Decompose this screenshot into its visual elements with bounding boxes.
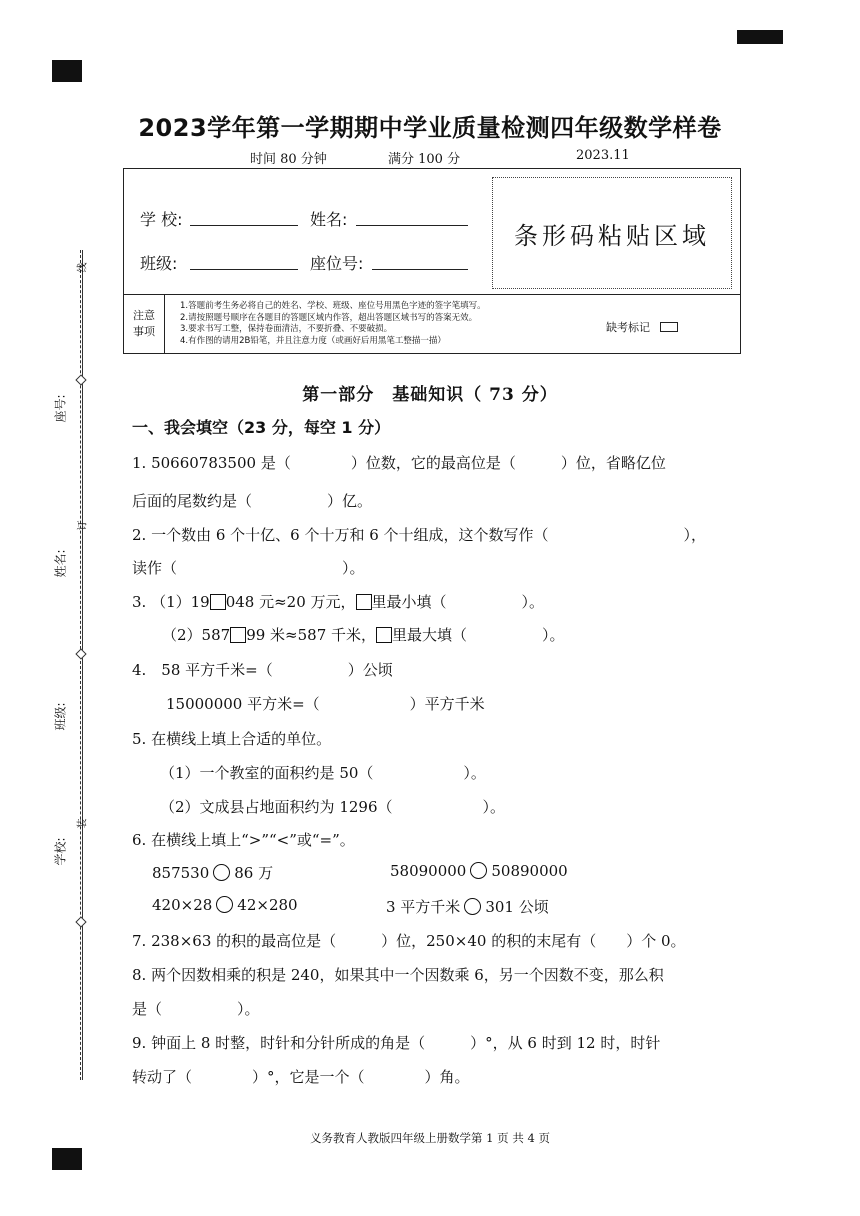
- class-label: 班级:: [140, 254, 178, 273]
- notes-label: [124, 295, 165, 353]
- question-6-item-c: [152, 896, 298, 914]
- student-info-box: [123, 168, 741, 354]
- absent-label: 缺考标记: [606, 321, 650, 334]
- binding-diamond: [75, 648, 86, 659]
- binding-name-label: 姓名:: [53, 549, 68, 578]
- question-4-line-2: 15000000 平方米=（ ）平方千米: [166, 695, 485, 713]
- q3-1-middle: 048 元≈20 万元，: [225, 593, 356, 611]
- q6-b-left: 58090000: [390, 862, 467, 880]
- info-box-divider: [124, 294, 740, 295]
- q6-a-left: 857530: [152, 864, 210, 882]
- question-3-part-1: [132, 591, 544, 612]
- class-field[interactable]: [190, 269, 298, 270]
- school-field[interactable]: [190, 225, 298, 226]
- question-8-line-2: 是（ ）。: [132, 1000, 260, 1018]
- question-5-title: 5. 在横线上填上合适的单位。: [132, 730, 332, 748]
- note-item: 3.要求书写工整，保持卷面清洁，不要折叠、不要破损。: [180, 324, 393, 334]
- q6-d-left: 3 平方千米: [386, 898, 461, 916]
- binding-ding-char: 订: [77, 520, 89, 531]
- question-2-line-1: 2. 一个数由 6 个十亿、6 个十万和 6 个十组成，这个数写作（ ），: [132, 526, 707, 544]
- school-label: 学 校:: [140, 210, 183, 229]
- absent-mark: [606, 319, 678, 335]
- question-1-line-1: 1. 50660783500 是（ ）位数，它的最高位是（ ）位，省略亿位: [132, 454, 666, 472]
- question-6-title: 6. 在横线上填上“>”“<”或“=”。: [132, 831, 355, 849]
- question-9-line-2: 转动了（ ）°，它是一个（ ）角。: [132, 1068, 470, 1086]
- notes-label-line2: 事项: [133, 325, 155, 338]
- q6-c-left: 420×28: [152, 896, 213, 914]
- registration-mark-bottom-left: [52, 1148, 82, 1170]
- compare-circle[interactable]: [470, 862, 487, 879]
- binding-class-label: 班级:: [53, 702, 68, 731]
- binding-school-label: 学校:: [53, 837, 68, 866]
- question-9-line-1: 9. 钟面上 8 时整，时针和分针所成的角是（ ）°，从 6 时到 12 时，时针: [132, 1034, 661, 1052]
- notes-list: [180, 301, 486, 347]
- question-5-part-1: （1）一个教室的面积约是 50（ ）。: [160, 764, 486, 782]
- question-5-part-2: （2）文成县占地面积约为 1296（ ）。: [160, 798, 505, 816]
- q6-d-right: 301 公顷: [485, 898, 549, 916]
- notes-label-line1: 注意: [133, 309, 155, 322]
- page-footer: 义务教育人教版四年级上册数学第 1 页 共 4 页: [310, 1131, 550, 1145]
- registration-mark-top-left: [52, 60, 82, 82]
- note-item: 4.有作图的请用2B铅笔，并且注意力度（或画好后用黑笔工整描一描）: [180, 335, 446, 346]
- exam-score: 满分 100 分: [388, 152, 461, 167]
- blank-box[interactable]: [210, 594, 226, 610]
- q3-1-suffix: 里最小填（ ）。: [371, 593, 545, 611]
- question-2-line-2: 读作（ ）。: [132, 559, 365, 577]
- question-4-line-1: 4. 58 平方千米=（ ）公顷: [132, 661, 393, 679]
- binding-line-char: 线: [77, 262, 89, 273]
- exam-title: 2023学年第一学期期中学业质量检测四年级数学样卷: [138, 114, 722, 142]
- registration-mark-top-right: [737, 30, 783, 44]
- blank-box[interactable]: [356, 594, 372, 610]
- binding-margin: [53, 250, 96, 1080]
- blank-box[interactable]: [230, 627, 246, 643]
- exam-date: 2023.11: [576, 148, 630, 163]
- name-field[interactable]: [356, 225, 468, 226]
- question-8-line-1: 8. 两个因数相乘的积是 240，如果其中一个因数乘 6，另一个因数不变，那么积: [132, 966, 664, 984]
- name-label: 姓名:: [310, 210, 348, 229]
- exam-time: 时间 80 分钟: [250, 152, 327, 167]
- q6-c-right: 42×280: [237, 896, 298, 914]
- note-item: 1.答题前考生务必将自己的姓名、学校、班级、座位号用黑色字迹的签字笔填写。: [180, 301, 486, 311]
- part-title: 第一部分 基础知识（ 73 分）: [302, 385, 558, 405]
- question-6-item-d: [386, 896, 549, 917]
- compare-circle[interactable]: [464, 898, 481, 915]
- compare-circle[interactable]: [213, 864, 230, 881]
- note-item: 2.请按照题号顺序在各题目的答题区域内作答，超出答题区域书写的答案无效。: [180, 312, 478, 323]
- question-6-item-b: [390, 862, 568, 880]
- binding-seat-label: 座号:: [53, 394, 68, 423]
- seat-field[interactable]: [372, 269, 468, 270]
- question-6-item-a: [152, 862, 273, 883]
- binding-zhuang-char: 装: [77, 818, 89, 829]
- absent-checkbox[interactable]: [660, 322, 678, 332]
- question-3-part-2: [162, 624, 565, 645]
- q6-a-right: 86 万: [234, 864, 274, 882]
- section-title: 一、我会填空（23 分，每空 1 分）: [132, 418, 391, 437]
- barcode-area: 条形码粘贴区域: [492, 177, 732, 289]
- q3-2-suffix: 里最大填（ ）。: [392, 626, 565, 644]
- blank-box[interactable]: [376, 627, 392, 643]
- compare-circle[interactable]: [216, 896, 233, 913]
- seat-label: 座位号:: [310, 254, 364, 273]
- q6-b-right: 50890000: [491, 862, 568, 880]
- q3-2-prefix: （2）587: [162, 626, 231, 644]
- q3-2-middle: 99 米≈587 千米，: [246, 626, 377, 644]
- question-7: 7. 238×63 的积的最高位是（ ）位，250×40 的积的末尾有（ ）个 0。: [132, 932, 686, 950]
- question-1-line-2: 后面的尾数约是（ ）亿。: [132, 492, 373, 510]
- q3-1-prefix: 3. （1）19: [132, 593, 210, 611]
- binding-diamond: [75, 916, 86, 927]
